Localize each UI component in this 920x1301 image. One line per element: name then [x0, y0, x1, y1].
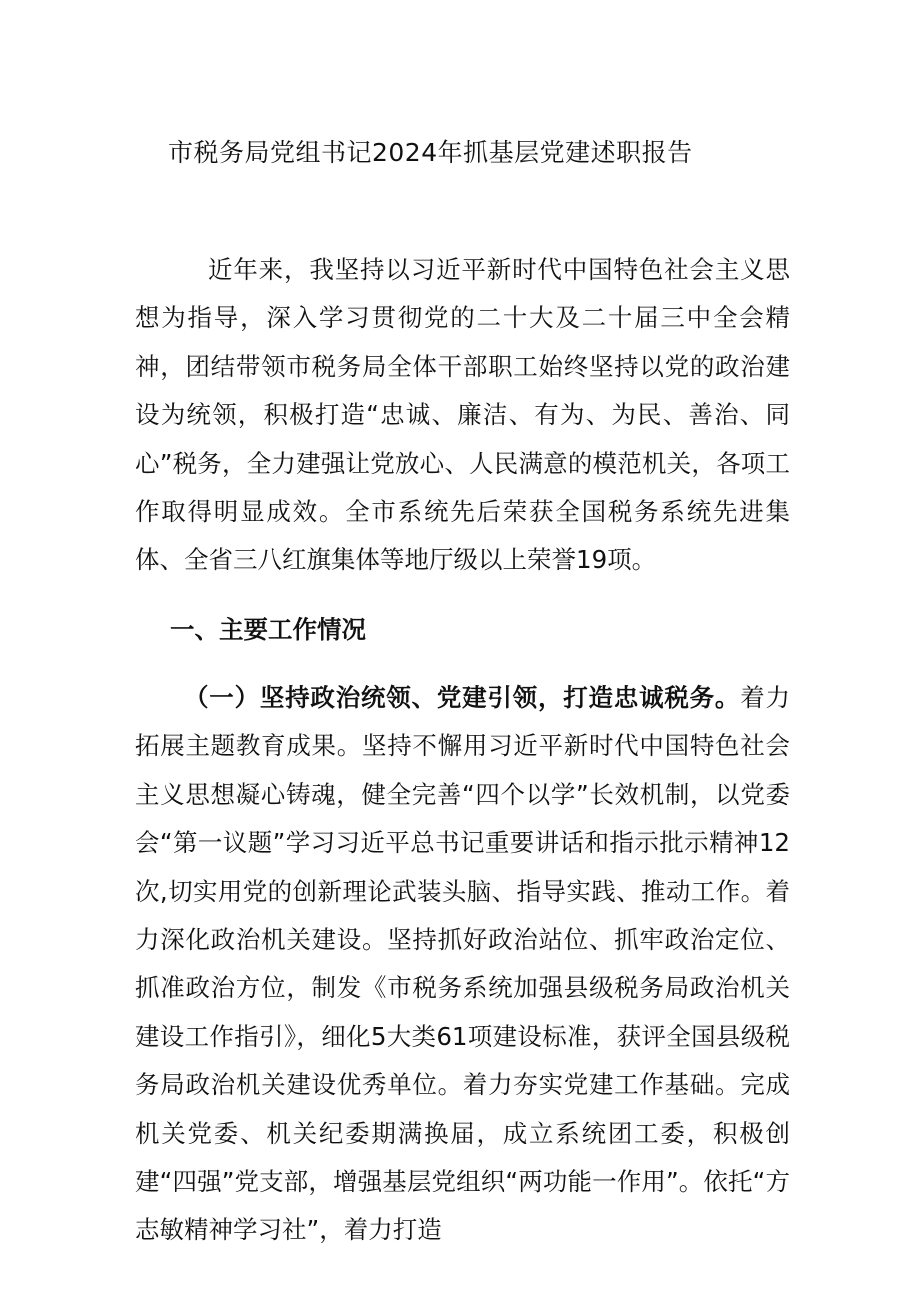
section-heading-main-work: 一、主要工作情况	[170, 615, 366, 644]
intro-paragraph: 近年来，我坚持以习近平新时代中国特色社会主义思想为指导，深入学习贯彻党的二十大及二十届三中全会精神，团结带领市税务局全体干部职工始终坚持以党的政治建设为统领，积极打造“忠诚、廉洁、有为、为民、善治、同心”税务，全力建强让党放心、人民满意的模范机关，各项工作取得明显成效。全市系统先后荣获全国税务系统先进集体、全省三八红旗集体等地厅级以上荣誉19项。	[135, 255, 790, 575]
document-title: 市税务局党组书记2024年抓基层党建述职报告	[168, 138, 693, 167]
subsection-1-lead: （一）坚持政治统领、党建引领，打造忠诚税务。	[184, 683, 741, 712]
subsection-1-text: 着力拓展主题教育成果。坚持不懈用习近平新时代中国特色社会主义思想凝心铸魂，健全完善“四个以学”长效机制，以党委会“第一议题”学习习近平总书记重要讲话和指示批示精神12次,切实用党的创新理论武装头脑、指导实践、推动工作。着力深化政治机关建设。坚持抓好政治站位、抓牢政治定位、抓准政治方位，制发《市税务系统加强县级税务局政治机关建设工作指引》，细化5大类61项建设标准，获评全国县级税务局政治机关建设优秀单位。着力夯实党建工作基础。完成机关党委、机关纪委期满换届，成立系统团工委，积极创建“四强”党支部，增强基层党组织“两功能一作用”。依托“方志敏精神学习社”，着力打造	[135, 683, 791, 1245]
subsection-1-paragraph	[135, 674, 790, 1255]
